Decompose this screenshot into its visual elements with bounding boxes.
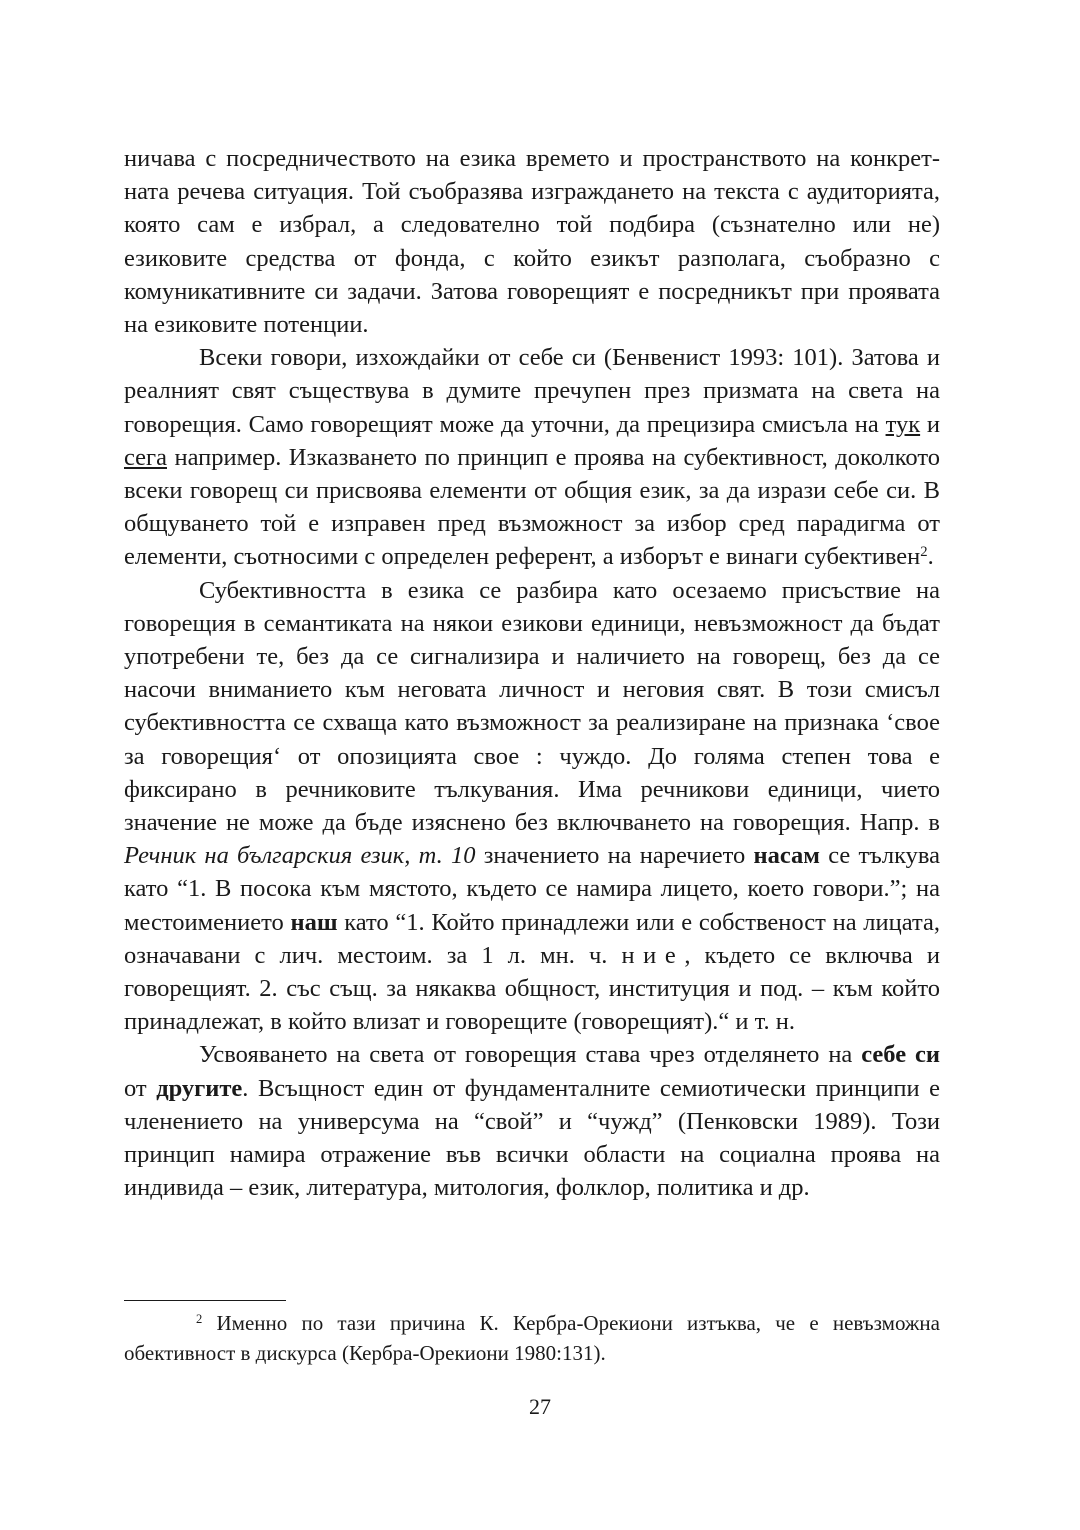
paragraph-2 xyxy=(124,341,940,573)
text-run: като “1. Който принадлежи или е собственост на лицата, означавани с лич. местоим. за 1 л. мн. ч. xyxy=(124,908,940,969)
paragraph-3 xyxy=(124,574,940,1039)
bold-word-nasam: насам xyxy=(753,842,820,870)
bold-phrase-sebe-si: себе си xyxy=(861,1041,940,1069)
text-run: и xyxy=(920,410,940,438)
bold-word-drugite: другите xyxy=(156,1074,243,1102)
text-run: Усвояването на света от говорещия става чрез отделянето на xyxy=(199,1041,862,1069)
text-run: , където се включва и говорещият. 2. със същ. за някаква общност, институция и под. – към който принадлежат, в който влизат и говорещите (говорещият).“ и т. н. xyxy=(124,941,940,1036)
text-run: се тълкува като “1. В посока към мястото, където се намира лицето, което говори.”; на местоимението xyxy=(124,842,940,936)
footnote xyxy=(124,1308,940,1368)
underlined-word-sega: сега xyxy=(124,443,167,471)
text-run: Всеки говори, изхождайки от себе си (Бенвенист 1993: 101). Затова и реалният свят съществува в думите пречупен през призмата на света на говорещия. Само говорещият може да уточни, да прецизира смисъла на xyxy=(124,344,940,438)
footnote-marker: 2 xyxy=(196,1312,203,1327)
page-number: 27 xyxy=(529,1394,551,1419)
text-run: . xyxy=(927,543,934,571)
text-run: Субективността в езика се разбира като осезаемо присъствие на говорещия в семантиката на някои езикови единици, невъзможност да бъдат употребени те, без да се сигнализира и наличието на говорещ, без да се насочи вниманието към неговата личност и неговия свят. В този смисъл субективността се схваща като възможност за реализиране на признака ‘свое за говорещия‘ от опозицията свое : чуждо. До голяма степен това е фиксирано в речниковите тълкувания. Има речникови единици, чието значение не може да бъде изяснено без включването на говорещия. Напр. в xyxy=(124,576,940,837)
text-run: значението на наречието xyxy=(475,842,754,870)
footnote-reference[interactable]: 2 xyxy=(920,544,928,561)
text-run: . Всъщност един от фундаменталните семиотически принципи е членението на универсума на “свой” и “чужд” (Пенковски 1989). Този принцип намира отражение във всички области на социална проява на индивида – език, литература, митология, фолклор, политика и др. xyxy=(124,1074,940,1202)
footnote-separator xyxy=(124,1300,286,1301)
italic-dictionary-title: Речник на българския език, т. 10 xyxy=(124,842,476,870)
text-run: от xyxy=(124,1074,157,1102)
text-run: например. Изказването по принцип е проява на субективност, доколкото всеки говорещ си присвоява елементи от общия език, за да изрази себе си. В общуването той е изправен пред възможност за избор сред парадигма от елементи, съотносими с определен референт, а изборът е винаги субективен xyxy=(124,443,940,571)
spaced-word-nie: ние xyxy=(621,941,685,969)
footnote-text: Именно по тази причина К. Кербра-Орекиони изтъква, че е невъзможна обективност в дискурса (Кербра-Орекиони 1980:131). xyxy=(124,1311,940,1365)
underlined-word-tuk: тук xyxy=(885,410,921,438)
main-text xyxy=(124,142,940,1205)
paragraph-4 xyxy=(124,1038,940,1204)
bold-word-nash: наш xyxy=(290,908,338,936)
paragraph-1: ничава с посредничеството на езика времето и пространството на конкретната речева ситуация. Той съобразява изграждането на текста с аудиторията, която сам е избрал, а следователно той подбира (съзнателно или не) езиковите средства от фонда, с който езикът разполага, съобразно с комуникативните си задачи. Затова говорещият е посредникът при проявата на езиковите потенции. xyxy=(124,145,940,339)
